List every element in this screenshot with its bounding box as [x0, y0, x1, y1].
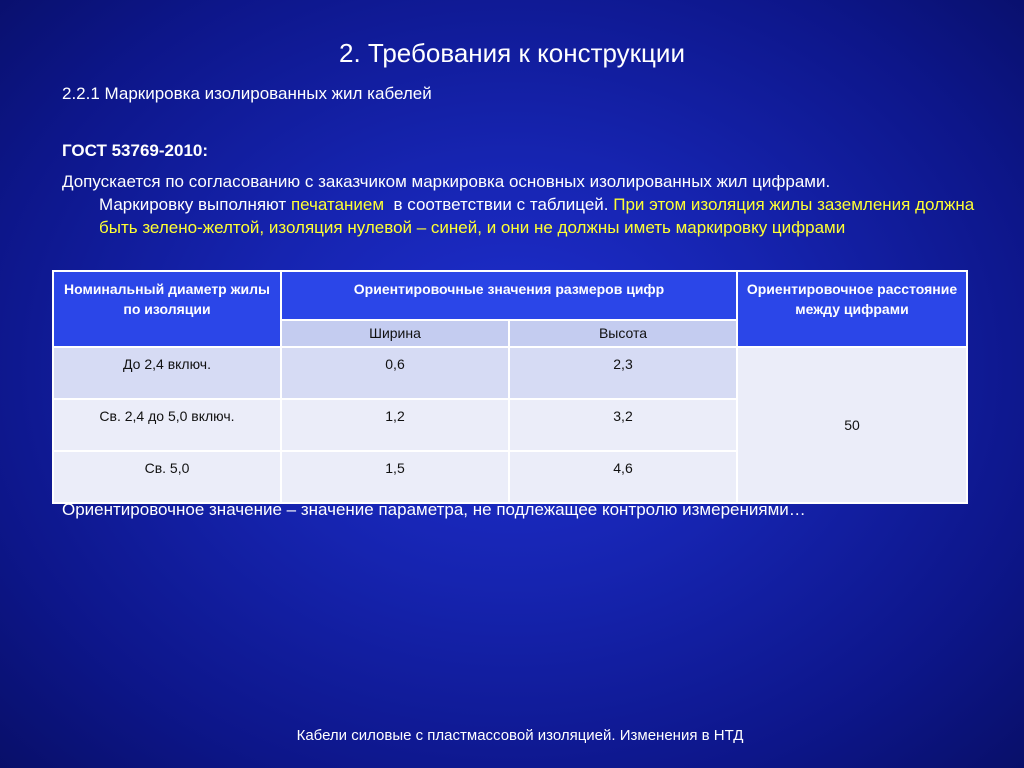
cell-width: 1,2 — [281, 399, 509, 451]
header-sizes: Ориентировочные значения размеров цифр — [281, 271, 737, 320]
header-distance: Ориентировочное расстояние между цифрами — [737, 271, 967, 347]
slide-footer: Кабели силовые с пластмассовой изоляцией. Изменения в НТД — [296, 727, 744, 744]
gost-reference: ГОСТ 53769-2010: — [62, 141, 209, 160]
header-width: Ширина — [281, 320, 509, 347]
table-row — [53, 347, 967, 399]
requirement-paragraph — [62, 170, 1012, 239]
highlight-printing: печатанием — [290, 195, 385, 214]
cell-diameter: Св. 2,4 до 5,0 включ. — [53, 399, 281, 451]
header-diameter: Номинальный диаметр жилы по изоляции — [53, 271, 281, 347]
cell-width: 1,5 — [281, 451, 509, 503]
cell-distance: 50 — [737, 347, 967, 503]
note-text: Ориентировочное значение – значение параметра, не подлежащее контролю измерениями… — [62, 500, 806, 519]
marking-table-wrapper — [52, 270, 964, 484]
cell-height: 4,6 — [509, 451, 737, 503]
paragraph-text-2: Маркировку выполняют — [99, 195, 291, 214]
paragraph-text-3: в соответствии с таблицей. — [384, 195, 614, 214]
cell-height: 3,2 — [509, 399, 737, 451]
marking-table — [52, 270, 968, 504]
header-height: Высота — [509, 320, 737, 347]
slide-title: 2. Требования к конструкции — [339, 38, 685, 68]
section-subtitle: 2.2.1 Маркировка изолированных жил кабелей — [62, 84, 432, 103]
cell-height: 2,3 — [509, 347, 737, 399]
cell-width: 0,6 — [281, 347, 509, 399]
cell-diameter: До 2,4 включ. — [53, 347, 281, 399]
paragraph-continuation — [62, 193, 1012, 239]
highlight-grounding: При этом изоляция жилы заземления должна быть зелено-желтой, изоляция нулевой – синей, и они не должны иметь маркировку цифрами — [99, 195, 975, 237]
cell-diameter: Св. 5,0 — [53, 451, 281, 503]
paragraph-line-1: Допускается по согласованию с заказчиком маркировка основных изолированных жил цифрами. — [62, 172, 831, 191]
